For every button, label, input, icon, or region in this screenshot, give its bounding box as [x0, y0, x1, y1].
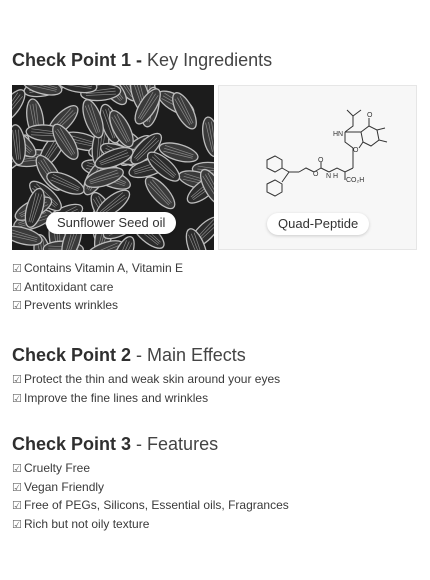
section-3-title-bold: Check Point 3 — [12, 434, 132, 454]
section-1-heading-wrap — [12, 50, 418, 71]
section-2-title-bold: Check Point 2 — [12, 345, 132, 365]
check-icon: ☑ — [12, 500, 22, 512]
section-3-title-rest: - Features — [136, 434, 219, 454]
check-icon: ☑ — [12, 463, 22, 475]
list-item — [12, 496, 418, 515]
section-2-list — [12, 370, 418, 407]
chem-label-nh-top: HN — [333, 131, 344, 138]
section-1-list-wrap — [12, 259, 418, 315]
list-item — [12, 389, 418, 408]
list-item-text: Vegan Friendly — [24, 479, 105, 494]
list-item-text: Prevents wrinkles — [24, 298, 119, 312]
check-icon: ☑ — [12, 518, 22, 531]
list-item — [12, 459, 418, 478]
section-2-list-wrap — [12, 370, 418, 407]
section-1-title — [12, 50, 418, 71]
section-2-title-rest: - Main Effects — [136, 345, 246, 365]
ingredient-label-peptide: Quad-Peptide — [267, 213, 369, 235]
list-item-text: Protect the thin and weak skin around your eyes — [24, 372, 281, 386]
ingredient-images — [12, 85, 417, 250]
list-item-text: Improve the fine lines and wrinkles — [24, 390, 209, 405]
chem-label-o-ring-top: O — [367, 112, 373, 119]
list-item-text: Contains Vitamin A, Vitamin E — [24, 261, 183, 275]
check-icon: ☑ — [12, 281, 22, 294]
check-icon: ☑ — [12, 300, 22, 312]
section-3-heading-wrap — [12, 434, 418, 455]
section-3-list-wrap — [12, 459, 418, 533]
list-item — [12, 478, 418, 497]
list-item — [12, 370, 418, 389]
chem-label-o-ester: O — [313, 171, 319, 178]
ingredient-label-sunflower: Sunflower Seed oil — [46, 212, 176, 234]
section-3-title — [12, 434, 418, 455]
sunflower-seed-image — [12, 85, 214, 250]
check-icon: ☑ — [12, 374, 22, 386]
list-item-text: Antitoxidant care — [24, 279, 114, 294]
list-item — [12, 259, 418, 278]
section-1-title-bold: Check Point 1 - — [12, 50, 143, 70]
list-item — [12, 278, 418, 297]
check-icon: ☑ — [12, 392, 22, 405]
chem-label-acid: CO₂H — [346, 177, 365, 184]
section-1-list — [12, 259, 418, 315]
check-icon: ☑ — [12, 481, 22, 494]
section-2-title — [12, 345, 418, 366]
chem-label-o-carbonyl: O — [318, 157, 324, 164]
section-1-title-rest: Key Ingredients — [147, 50, 273, 70]
quad-peptide-image — [218, 85, 417, 250]
list-item — [12, 296, 418, 315]
check-icon: ☑ — [12, 263, 22, 275]
list-item — [12, 515, 418, 534]
list-item-text: Cruelty Free — [24, 461, 91, 475]
chem-label-o-ring-bottom: O — [353, 147, 359, 154]
list-item-text: Rich but not oily texture — [24, 516, 150, 531]
section-3-list — [12, 459, 418, 533]
chem-label-nh-bottom: N H — [326, 173, 339, 180]
section-2-heading-wrap — [12, 345, 418, 366]
list-item-text: Free of PEGs, Silicons, Essential oils, Fragrances — [24, 498, 289, 512]
